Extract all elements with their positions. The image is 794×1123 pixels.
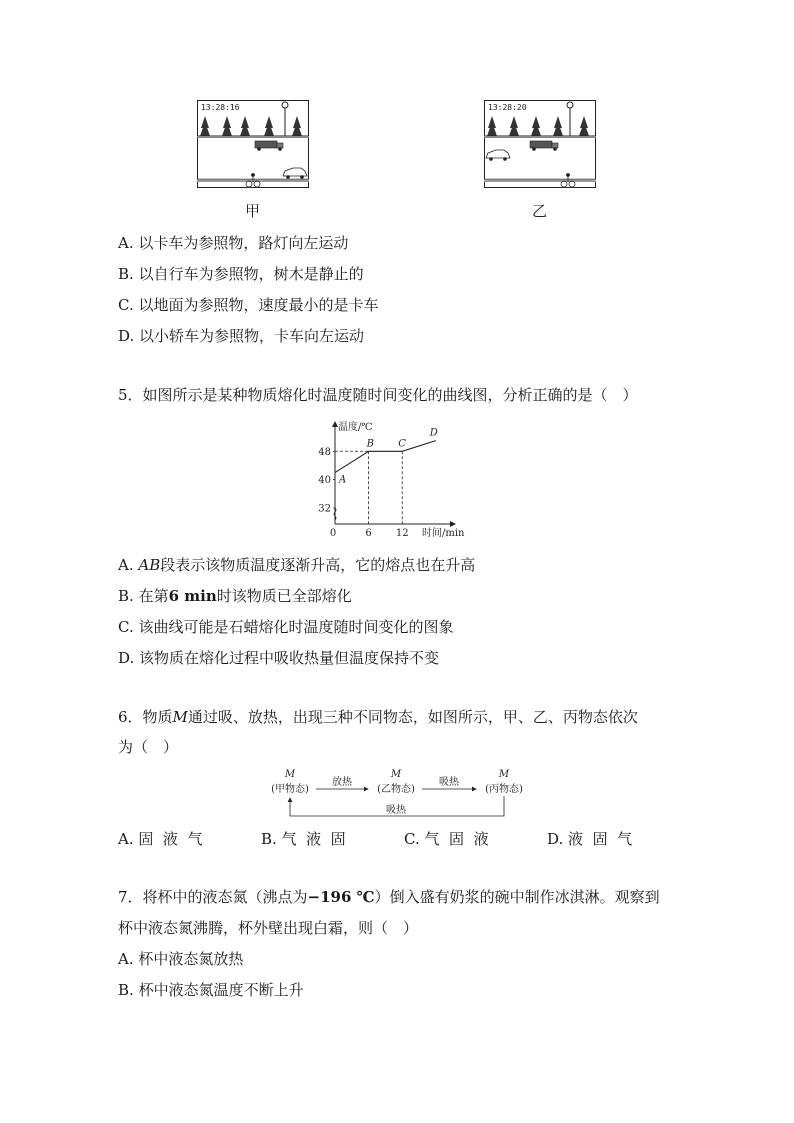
option-pre: 在第 [138, 587, 169, 605]
option-letter: A. [118, 830, 134, 848]
option-letter: D. [118, 649, 135, 667]
option-letter: C. [404, 830, 420, 848]
street-scene-yi [484, 100, 596, 188]
option-text: 该曲线可能是石蜡熔化时温度随时间变化的图象 [138, 618, 454, 636]
q4-option-c [118, 295, 379, 315]
x-tick-label: 0 [329, 528, 337, 539]
option-text: 该物质在熔化过程中吸收热量但温度保持不变 [139, 649, 440, 667]
q6-stem [118, 707, 638, 727]
node-bing-label: (丙物态) [485, 784, 523, 795]
q6-option-a [118, 829, 202, 849]
q4-option-a [118, 233, 348, 253]
figure-yi [484, 100, 596, 188]
option-letter: B. [118, 981, 134, 999]
x-tick-label: 12 [395, 528, 409, 539]
arrow1-label: 放热 [332, 777, 352, 788]
stem-pre: 7．将杯中的液态氮（沸点为 [118, 888, 308, 906]
timestamp-jia: 13:28:16 [201, 103, 240, 112]
q6-option-c [404, 829, 489, 849]
q4-option-b [118, 264, 364, 284]
y-tick-label: 32 [318, 503, 331, 515]
melting-chart [310, 416, 470, 540]
option-text: 液 固 气 [568, 830, 633, 848]
point-label-c: C [398, 438, 406, 450]
option-text: 气 液 固 [281, 830, 346, 848]
q6-stem-line2: 为（ ） [118, 738, 179, 756]
x-axis-label: 时间/min [422, 528, 465, 539]
option-text: 以小轿车为参照物，卡车向左运动 [139, 327, 365, 345]
option-letter: A. [118, 234, 134, 252]
q7-option-a [118, 949, 243, 969]
arrow2-label: 吸热 [439, 777, 459, 788]
stem-post: 通过吸、放热，出现三种不同物态，如图所示，甲、乙、丙物态依次 [187, 708, 638, 726]
arrow3-label: 吸热 [386, 805, 406, 816]
q5-option-d [118, 648, 439, 668]
option-text: 气 固 液 [424, 830, 489, 848]
option-letter: D. [118, 327, 135, 345]
node-bing-var: M [498, 769, 510, 780]
stem-post: ）倒入盛有奶浆的碗中制作冰淇淋。观察到 [374, 888, 660, 906]
option-letter: D. [547, 830, 564, 848]
option-text: 时该物质已全部熔化 [216, 587, 352, 605]
point-label-d: D [429, 427, 438, 439]
q6-option-b [261, 829, 346, 849]
timestamp-yi: 13:28:20 [488, 103, 527, 112]
q5-option-c [118, 617, 454, 637]
stem-pre: 6．物质 [118, 708, 173, 726]
street-scene-jia [197, 100, 309, 188]
option-letter: A. [118, 950, 134, 968]
q7-stem-line1 [118, 887, 660, 907]
node-jia-var: M [284, 769, 296, 780]
option-italic: AB [138, 556, 161, 574]
y-tick-label: 40 [318, 475, 331, 487]
option-text: 以地面为参照物，速度最小的是卡车 [138, 296, 379, 314]
q5-option-a [118, 555, 475, 575]
node-yi-var: M [390, 769, 402, 780]
node-jia-label: (甲物态) [271, 784, 309, 795]
q4-option-d [118, 326, 364, 346]
option-letter: C. [118, 296, 134, 314]
stem-bold: −196 ℃ [307, 888, 375, 906]
q5-option-b [118, 586, 352, 606]
q7-stem-line2: 杯中液态氮沸腾，杯外壁出现白霜，则（ ） [118, 919, 419, 937]
q5-stem: 5．如图所示是某种物质熔化时温度随时间变化的曲线图，分析正确的是（ ） [118, 386, 638, 404]
q6-option-d [547, 829, 632, 849]
option-text: 段表示该物质温度逐渐升高，它的熔点也在升高 [160, 556, 476, 574]
point-label-a: A [339, 474, 347, 486]
melting-chart-svg [310, 416, 470, 540]
figure-jia [197, 100, 309, 188]
state-diagram-svg [262, 766, 534, 822]
y-axis-label: 温度/℃ [338, 422, 373, 433]
node-yi-label: (乙物态) [377, 784, 415, 795]
temperature-curve [335, 441, 436, 473]
option-text: 杯中液态氮放热 [138, 950, 244, 968]
option-text: 以卡车为参照物，路灯向左运动 [138, 234, 349, 252]
option-letter: B. [118, 587, 134, 605]
y-tick-label: 48 [318, 446, 331, 458]
q7-option-b [118, 980, 304, 1000]
option-text: 杯中液态氮温度不断上升 [138, 981, 304, 999]
option-letter: C. [118, 618, 134, 636]
stem-var: M [172, 708, 188, 726]
option-letter: A. [118, 556, 134, 574]
option-text: 固 液 气 [138, 830, 203, 848]
option-text: 以自行车为参照物，树木是静止的 [138, 265, 364, 283]
figure-yi-caption: 乙 [532, 202, 548, 220]
figure-jia-caption: 甲 [245, 202, 261, 220]
state-diagram [262, 766, 534, 822]
option-bold: 6 min [168, 587, 217, 605]
option-letter: B. [261, 830, 277, 848]
x-tick-label: 6 [365, 528, 372, 539]
option-letter: B. [118, 265, 134, 283]
point-label-b: B [366, 438, 374, 450]
